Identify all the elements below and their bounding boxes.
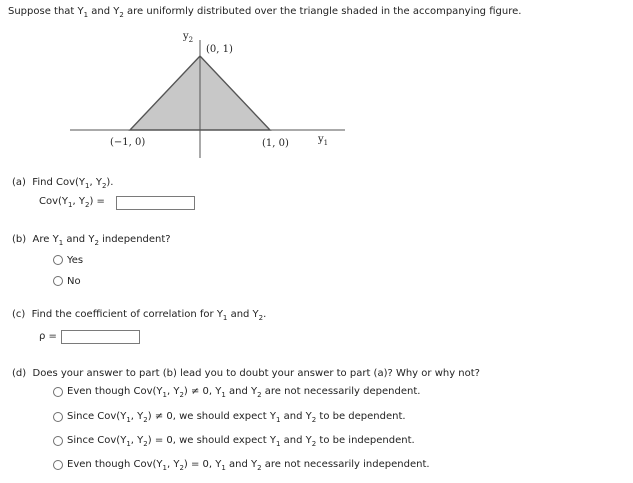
- x-axis-label: $y_1$: [318, 134, 329, 147]
- option-no-label: No: [67, 276, 81, 287]
- part-d-prompt: (d) Does your answer to part (b) lead you to doubt your answer to part (a)? Why or why not?: [12, 368, 480, 379]
- radio-d-option-4[interactable]: [53, 460, 63, 470]
- rho-answer-input[interactable]: [61, 330, 140, 344]
- cov-field-label: $Cov(Y_1$, $Y_2$) =: [39, 196, 105, 209]
- y-axis-label: $y_2$: [183, 31, 194, 44]
- option-yes-label: Yes: [67, 255, 84, 266]
- option-d-2-label: Since $Cov(Y_1$, $Y_2) \ne 0$, we should expect $Y_1$ and $Y_2$ to be dependent.: [67, 411, 406, 424]
- option-d-4-label: Even though $Cov(Y_1$, $Y_2) = 0$, $Y_1$ and $Y_2$ are not necessarily independent.: [67, 459, 430, 472]
- radio-d-option-3[interactable]: [53, 436, 63, 446]
- part-c-prompt: (c) Find the coefficient of correlation for $Y_1$ and $Y_2$.: [12, 309, 267, 322]
- point-left-label: (−1, 0): [110, 137, 146, 148]
- part-a-prompt: (a) Find $Cov(Y_1$, $Y_2$).: [12, 177, 114, 190]
- radio-no[interactable]: [53, 276, 63, 286]
- point-right-label: (1, 0): [262, 138, 289, 149]
- radio-d-option-2[interactable]: [53, 412, 63, 422]
- point-top-label: (0, 1): [206, 44, 233, 55]
- option-d-3-label: Since $Cov(Y_1$, $Y_2) = 0$, we should expect $Y_1$ and $Y_2$ to be independent.: [67, 435, 415, 448]
- radio-yes[interactable]: [53, 255, 63, 265]
- question-intro: Suppose that $Y_1$ and $Y_2$ are uniformly distributed over the triangle shaded in the accompanying figure.: [8, 6, 522, 19]
- rho-field-label: ρ =: [39, 331, 57, 342]
- radio-d-option-1[interactable]: [53, 387, 63, 397]
- shaded-triangle: [130, 56, 270, 130]
- cov-answer-input[interactable]: [116, 196, 195, 210]
- option-d-1-label: Even though $Cov(Y_1$, $Y_2) \ne 0$, $Y_1$ and $Y_2$ are not necessarily dependent.: [67, 386, 421, 399]
- part-b-prompt: (b) Are $Y_1$ and $Y_2$ independent?: [12, 234, 171, 247]
